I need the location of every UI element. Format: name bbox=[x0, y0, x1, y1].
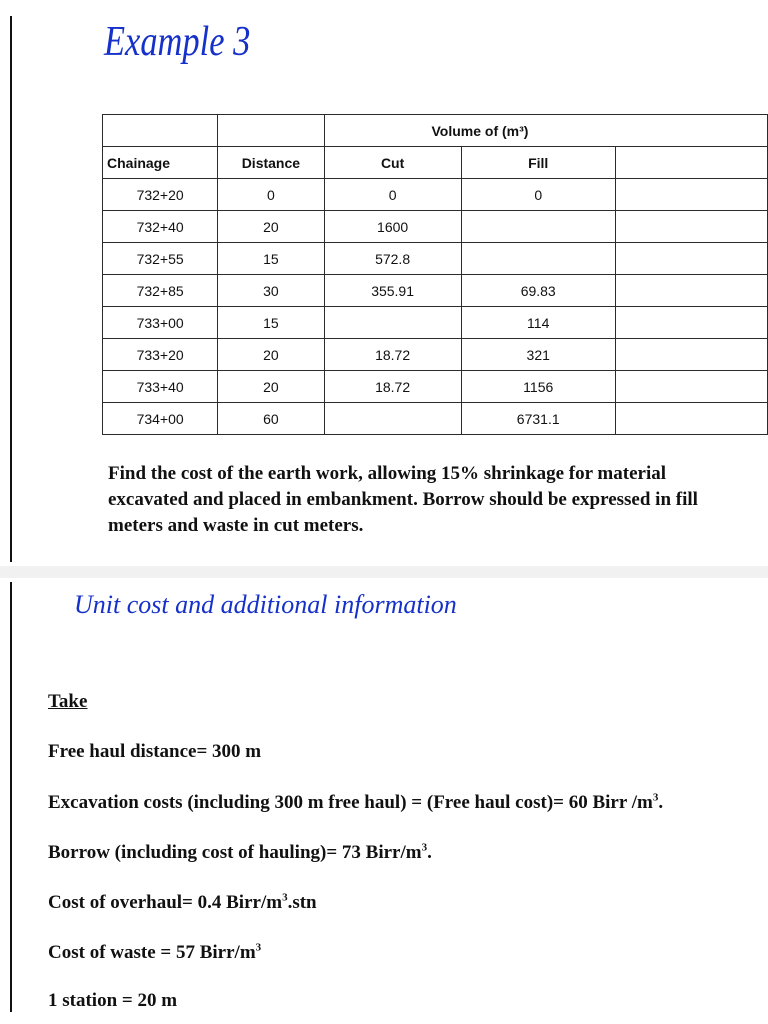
cut-cell: 18.72 bbox=[324, 339, 461, 371]
extra-cell bbox=[615, 307, 767, 339]
distance-cell: 20 bbox=[218, 371, 324, 403]
chainage-cell: 733+40 bbox=[103, 371, 218, 403]
take-label: Take bbox=[48, 691, 88, 712]
chainage-cell: 732+40 bbox=[103, 211, 218, 243]
cut-cell: 572.8 bbox=[324, 243, 461, 275]
extra-header bbox=[615, 147, 767, 179]
table-cell bbox=[218, 115, 324, 147]
borrow-cost-text: Borrow (including cost of hauling)= 73 Birr/m bbox=[48, 842, 422, 863]
superscript: 3 bbox=[421, 841, 428, 854]
table-header-row-1 bbox=[103, 115, 768, 147]
volume-header: Volume of (m³) bbox=[324, 115, 768, 147]
table-row bbox=[103, 179, 768, 211]
excavation-cost-suffix: . bbox=[658, 792, 664, 813]
chainage-cell: 732+85 bbox=[103, 275, 218, 307]
slide-separator bbox=[0, 566, 768, 578]
fill-cell: 69.83 bbox=[461, 275, 615, 307]
extra-cell bbox=[615, 275, 767, 307]
fill-cell bbox=[461, 243, 615, 275]
excavation-cost-line bbox=[48, 792, 663, 814]
table-row bbox=[103, 403, 768, 435]
cut-cell: 18.72 bbox=[324, 371, 461, 403]
free-haul-line bbox=[48, 741, 261, 763]
waste-cost-text: Cost of waste = 57 Birr/m bbox=[48, 942, 256, 963]
table-row bbox=[103, 307, 768, 339]
page-title: Example 3 bbox=[104, 19, 251, 65]
problem-statement: Find the cost of the earth work, allowing 15% shrinkage for material excavated and placed in embankment. Borrow should be expressed in fill meters and waste in cut meters. bbox=[108, 463, 698, 536]
chainage-header: Chainage bbox=[103, 147, 218, 179]
distance-cell: 0 bbox=[218, 179, 324, 211]
table-cell bbox=[103, 115, 218, 147]
table-row bbox=[103, 371, 768, 403]
distance-header: Distance bbox=[218, 147, 324, 179]
fill-cell: 114 bbox=[461, 307, 615, 339]
overhaul-cost-line bbox=[48, 892, 317, 914]
cut-cell: 1600 bbox=[324, 211, 461, 243]
cut-cell bbox=[324, 403, 461, 435]
extra-cell bbox=[615, 243, 767, 275]
superscript: 3 bbox=[282, 891, 288, 904]
volume-table bbox=[102, 114, 768, 435]
free-haul-text: Free haul distance= 300 m bbox=[48, 741, 262, 762]
distance-cell: 20 bbox=[218, 211, 324, 243]
distance-cell: 15 bbox=[218, 307, 324, 339]
station-text: 1 station = 20 m bbox=[48, 990, 178, 1011]
station-line bbox=[48, 990, 177, 1012]
distance-cell: 30 bbox=[218, 275, 324, 307]
extra-cell bbox=[615, 371, 767, 403]
chainage-cell: 732+55 bbox=[103, 243, 218, 275]
table-row bbox=[103, 211, 768, 243]
waste-cost-line bbox=[48, 942, 261, 964]
borrow-cost-suffix: . bbox=[427, 842, 432, 863]
extra-cell bbox=[615, 339, 767, 371]
chainage-cell: 734+00 bbox=[103, 403, 218, 435]
extra-cell bbox=[615, 211, 767, 243]
chainage-cell: 733+00 bbox=[103, 307, 218, 339]
extra-cell bbox=[615, 403, 767, 435]
fill-cell bbox=[461, 211, 615, 243]
extra-cell bbox=[615, 179, 767, 211]
cut-cell: 355.91 bbox=[324, 275, 461, 307]
table-header-row-2 bbox=[103, 147, 768, 179]
superscript: 3 bbox=[255, 941, 262, 954]
table-row bbox=[103, 275, 768, 307]
slide-left-border bbox=[10, 16, 12, 562]
distance-cell: 20 bbox=[218, 339, 324, 371]
fill-cell: 6731.1 bbox=[461, 403, 615, 435]
table-row bbox=[103, 339, 768, 371]
distance-cell: 60 bbox=[218, 403, 324, 435]
table-row bbox=[103, 243, 768, 275]
distance-cell: 15 bbox=[218, 243, 324, 275]
overhaul-cost-suffix: .stn bbox=[287, 892, 317, 913]
excavation-cost-text: Excavation costs (including 300 m free haul) = (Free haul cost)= 60 Birr /m bbox=[48, 792, 653, 813]
cut-header: Cut bbox=[324, 147, 461, 179]
slide-left-border bbox=[10, 582, 12, 1012]
borrow-cost-line bbox=[48, 842, 432, 864]
cut-cell bbox=[324, 307, 461, 339]
cut-cell: 0 bbox=[324, 179, 461, 211]
chainage-cell: 733+20 bbox=[103, 339, 218, 371]
fill-header: Fill bbox=[461, 147, 615, 179]
fill-cell: 1156 bbox=[461, 371, 615, 403]
section-title: Unit cost and additional information bbox=[74, 590, 457, 619]
superscript: 3 bbox=[652, 791, 659, 804]
overhaul-cost-text: Cost of overhaul= 0.4 Birr/m bbox=[48, 892, 283, 913]
fill-cell: 321 bbox=[461, 339, 615, 371]
chainage-cell: 732+20 bbox=[103, 179, 218, 211]
fill-cell: 0 bbox=[461, 179, 615, 211]
